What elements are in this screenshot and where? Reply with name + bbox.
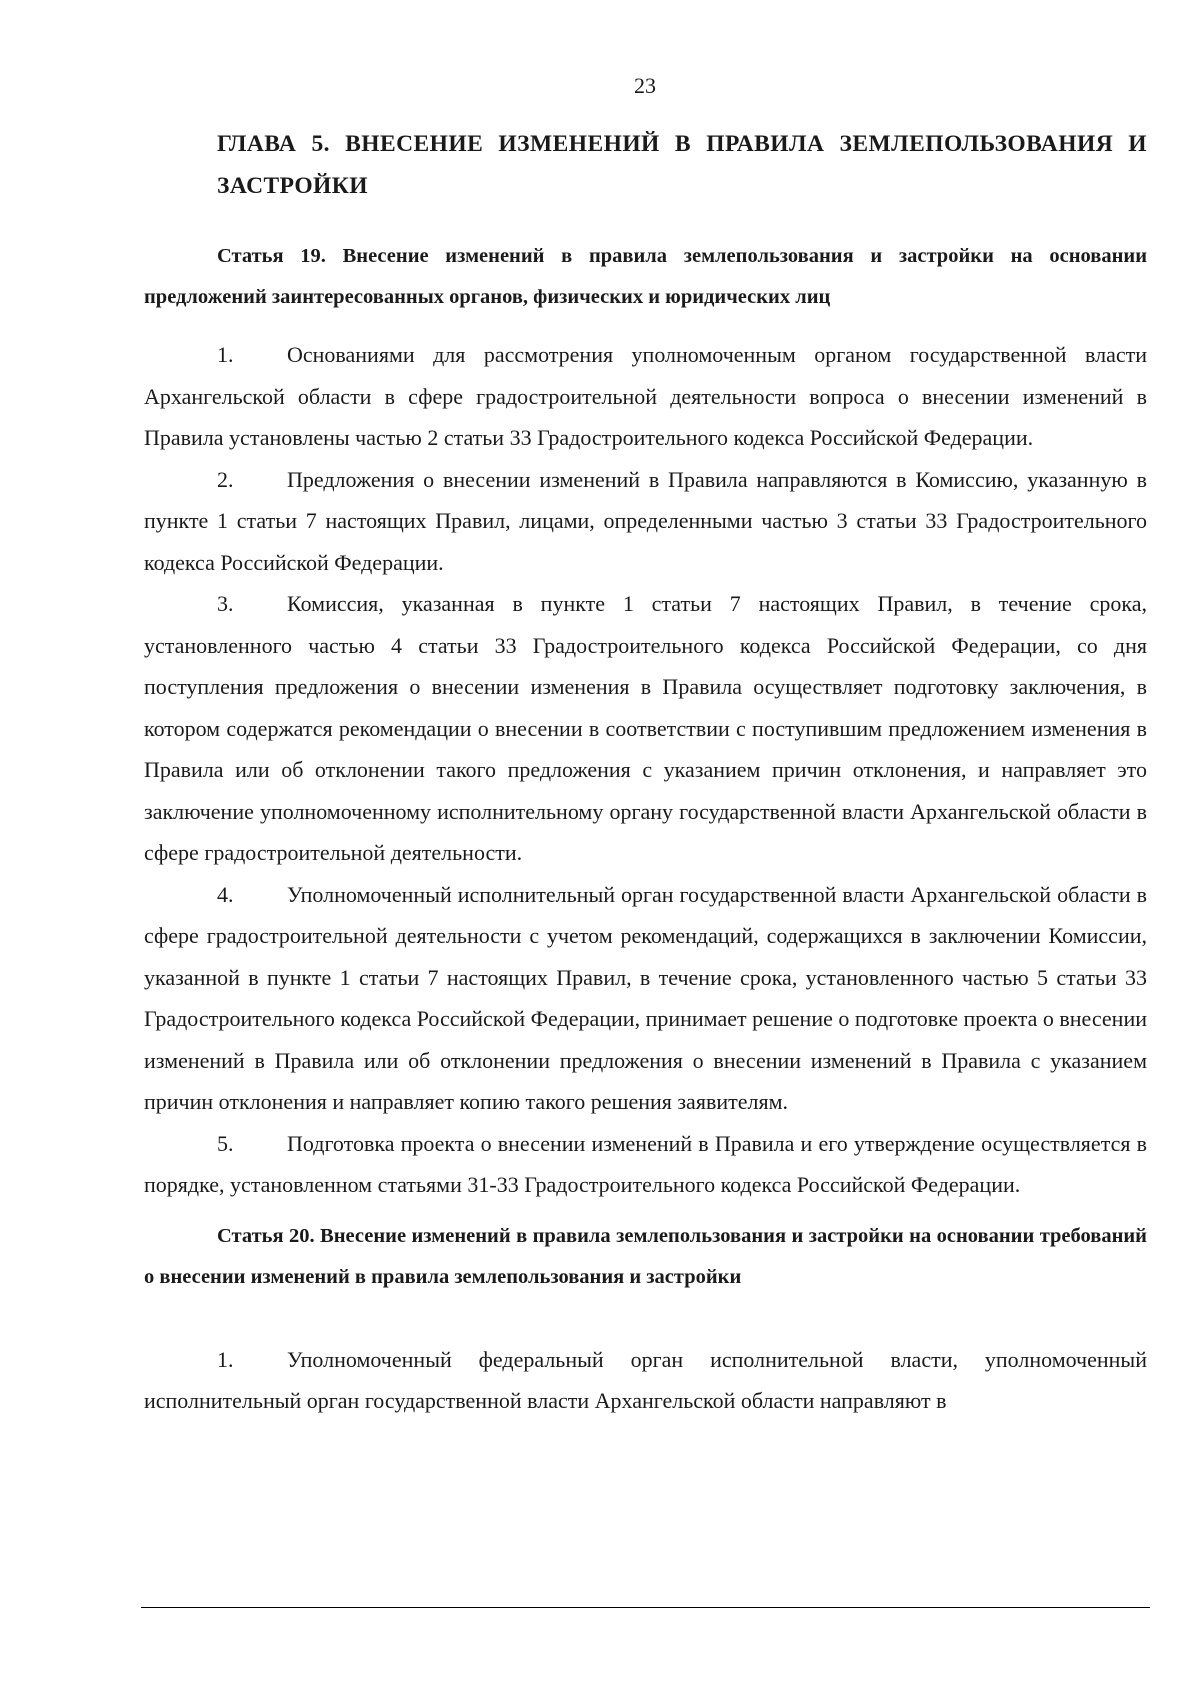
article-paragraph: [144, 334, 1147, 459]
paragraph-text: Уполномоченный федеральный орган исполнительной власти, уполномоченный исполнительный орган государственной власти Архангельской области направляют в: [144, 1346, 1147, 1413]
paragraph-number: 3.: [217, 591, 234, 616]
article-paragraph: [144, 1123, 1147, 1206]
paragraph-text: Основаниями для рассмотрения уполномоченным органом государственной власти Архангельской области в сфере градостроительной деятельности вопроса о внесении изменений в Правила установлены частью 2 статьи 33 Градостроительного кодекса Российской Федерации.: [144, 342, 1147, 450]
paragraph-number: 1.: [217, 342, 234, 367]
paragraph-number: 4.: [217, 881, 234, 907]
paragraph-text: Предложения о внесении изменений в Правила направляются в Комиссию, указанную в пункте 1 статьи 7 настоящих Правил, лицами, определенными частью 3 статьи 33 Градостроительного кодекса Российской Федерации.: [144, 466, 1147, 575]
article-19: [144, 236, 1147, 1206]
paragraph-text: Комиссия, указанная в пункте 1 статьи 7 настоящих Правил, в течение срока, установленного частью 4 статьи 33 Градостроительного кодекса Российской Федерации, со дня поступления предложения о внесении изменения в Правила осуществляет подготовку заключения, в котором содержатся рекомендации о внесении в соответствии с поступившим предложением изменения в Правила или об отклонении такого предложения с указанием причин отклонения, и направляет это заключение уполномоченному исполнительному органу государственной власти Архангельской области в сфере градостроительной деятельности.: [144, 591, 1147, 865]
page-number: 23: [634, 73, 656, 98]
article-paragraph: [144, 459, 1147, 584]
footer-divider: [141, 1607, 1150, 1608]
article-paragraph: [144, 583, 1147, 874]
paragraph-number: 5.: [217, 1130, 234, 1156]
article-title: Статья 20. Внесение изменений в правила землепользования и застройки на основании требований о внесении изменений в правила землепользования и застройки: [144, 1224, 1147, 1288]
article-paragraph: [144, 1339, 1147, 1422]
chapter-title: ГЛАВА 5. ВНЕСЕНИЕ ИЗМЕНЕНИЙ В ПРАВИЛА ЗЕМЛЕПОЛЬЗОВАНИЯ И ЗАСТРОЙКИ: [217, 131, 1147, 199]
document-body: [144, 123, 1147, 1422]
article-20: [144, 1216, 1147, 1422]
article-title: Статья 19. Внесение изменений в правила землепользования и застройки на основании предложений заинтересованных органов, физических и юридических лиц: [144, 245, 1147, 308]
paragraph-text: Уполномоченный исполнительный орган государственной власти Архангельской области в сфере градостроительной деятельности с учетом рекомендаций, содержащихся в заключении Комиссии, указанной в пункте 1 статьи 7 настоящих Правил, в течение срока, установленного частью 5 статьи 33 Градостроительного кодекса Российской Федерации, принимает решение о подготовке проекта о внесении изменений в Правила или об отклонении предложения о внесении изменений в Правила с указанием причин отклонения и направляет копию такого решения заявителям.: [144, 881, 1147, 1114]
paragraph-text: Подготовка проекта о внесении изменений в Правила и его утверждение осуществляется в порядке, установленном статьями 31-33 Градостроительного кодекса Российской Федерации.: [144, 1130, 1147, 1197]
paragraph-number: 2.: [217, 466, 234, 492]
paragraph-number: 1.: [217, 1346, 234, 1372]
article-paragraph: [144, 874, 1147, 1123]
